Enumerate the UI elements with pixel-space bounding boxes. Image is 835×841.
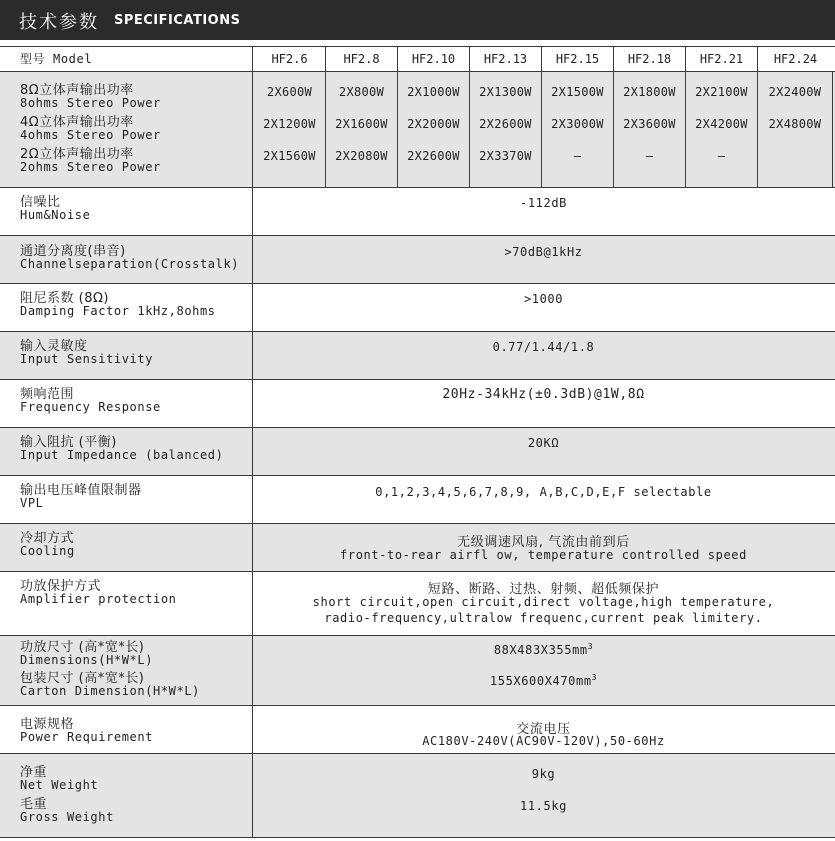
power-label-2ohm: 2Ω立体声输出功率 2ohms Stereo Power: [20, 147, 161, 174]
gross-weight-value: 11.5kg: [520, 799, 567, 813]
model-row: [0, 46, 835, 72]
power-value: 2X3600W: [623, 117, 676, 131]
power-value: 2X4800W: [768, 117, 822, 131]
spec-label: 频响范围 Frequency Response: [20, 387, 161, 414]
model-name: HF2.18: [627, 52, 672, 66]
spec-label: 包装尺寸 (高*宽*长) Carton Dimension(H*W*L): [20, 671, 200, 698]
power-value: 2X3000W: [551, 117, 604, 131]
spec-value: -112dB: [520, 196, 567, 210]
model-name: HF2.15: [555, 52, 600, 66]
spec-label: 输入阻抗 (平衡) Input Impedance (balanced): [20, 435, 224, 462]
power-value: –: [573, 149, 582, 163]
spec-row-dimensions: [0, 636, 835, 706]
header-banner: [0, 0, 835, 40]
power-value: 2X2000W: [407, 117, 460, 131]
spec-row-input-sensitivity: [0, 332, 835, 380]
spec-row-frequency-response: [0, 380, 835, 428]
model-label: 型号 Model: [20, 52, 93, 66]
spec-value: 20KΩ: [527, 436, 560, 450]
spec-value: front-to-rear airfl ow, temperature controlled speed: [340, 548, 747, 562]
spec-row-damping: [0, 284, 835, 332]
spec-value: radio-frequency,ultralow frequenc,current peak limitery.: [324, 611, 763, 625]
spec-value: short circuit,open circuit,direct voltage,high temperature,: [312, 595, 775, 609]
spec-row-vpl: [0, 476, 835, 524]
spec-row-input-impedance: [0, 428, 835, 476]
power-value: 2X1800W: [623, 85, 676, 99]
spec-row-hum-noise: [0, 188, 835, 236]
spec-value: AC180V-240V(AC90V-120V),50-60Hz: [422, 734, 665, 748]
net-weight-value: 9kg: [531, 767, 556, 781]
power-value: –: [645, 149, 654, 163]
spec-table: [0, 46, 835, 841]
power-value: 2X600W: [266, 85, 313, 99]
power-row: [0, 72, 835, 188]
power-value: 2X1200W: [263, 117, 316, 131]
model-name: HF2.13: [483, 52, 528, 66]
carton-dimension-value: $155X600X470mm^3$: [489, 673, 598, 688]
power-value: 2X2600W: [407, 149, 460, 163]
power-value: 2X1000W: [407, 85, 460, 99]
power-label-4ohm: 4Ω立体声输出功率 4ohms Stereo Power: [20, 115, 161, 142]
spec-label: 阻尼系数 (8Ω) Damping Factor 1kHz,8ohms: [20, 291, 216, 318]
spec-value-zh: 无级调速风扇, 气流由前到后: [457, 535, 630, 550]
spec-value-zh: 交流电压: [516, 722, 571, 737]
spec-label: 功放保护方式 Amplifier protection: [20, 579, 177, 606]
spec-label: 输入灵敏度 Input Sensitivity: [20, 339, 154, 366]
spec-value-zh: 短路、断路、过热、射频、超低频保护: [427, 582, 660, 597]
power-value: 2X2100W: [695, 85, 748, 99]
header-title-en: SPECIFICATIONS: [114, 13, 241, 28]
spec-row-power-requirement: [0, 706, 835, 754]
header-title-zh: 技术参数: [19, 12, 99, 33]
power-value: 2X800W: [338, 85, 385, 99]
spec-label: 毛重 Gross Weight: [20, 797, 114, 824]
spec-value: 0.77/1.44/1.8: [492, 340, 595, 354]
power-value: 2X4200W: [695, 117, 748, 131]
power-label-8ohm: 8Ω立体声输出功率 8ohms Stereo Power: [20, 83, 161, 110]
power-value: 2X1300W: [479, 85, 532, 99]
spec-row-weight: [0, 754, 835, 838]
spec-label: 净重 Net Weight: [20, 765, 99, 792]
spec-value: 0,1,2,3,4,5,6,7,8,9, A,B,C,D,E,F selectable: [375, 485, 712, 499]
model-name: HF2.21: [699, 52, 744, 66]
power-value: 2X2400W: [768, 85, 822, 99]
spec-label: 信噪比 Hum&Noise: [20, 195, 91, 222]
model-name: HF2.6: [271, 52, 308, 66]
spec-row-crosstalk: [0, 236, 835, 284]
spec-value: >70dB@1kHz: [504, 245, 583, 259]
spec-value: >1000: [523, 292, 564, 306]
dimension-value: $88X483X355mm^3$: [493, 642, 594, 657]
spec-value: 20Hz-34kHz(±0.3dB)@1W,8Ω: [442, 387, 645, 402]
power-value: 2X2600W: [479, 117, 532, 131]
power-value: 2X1500W: [551, 85, 604, 99]
power-value: 2X1600W: [335, 117, 388, 131]
model-name: HF2.10: [411, 52, 456, 66]
power-value: –: [717, 149, 726, 163]
spec-label: 电源规格 Power Requirement: [20, 717, 154, 744]
spec-label: 输出电压峰值限制器 VPL: [20, 483, 142, 510]
spec-row-protection: [0, 572, 835, 636]
model-name: HF2.24: [773, 52, 818, 66]
spec-label: 通道分离度(串音) Channelseparation(Crosstalk): [20, 244, 240, 271]
power-value: 2X2080W: [335, 149, 388, 163]
model-name: HF2.8: [343, 52, 380, 66]
spec-label: 功放尺寸 (高*宽*长) Dimensions(H*W*L): [20, 640, 154, 667]
power-value: 2X1560W: [263, 149, 316, 163]
spec-label: 冷却方式 Cooling: [20, 531, 75, 558]
spec-row-cooling: [0, 524, 835, 572]
power-value: 2X3370W: [479, 149, 532, 163]
